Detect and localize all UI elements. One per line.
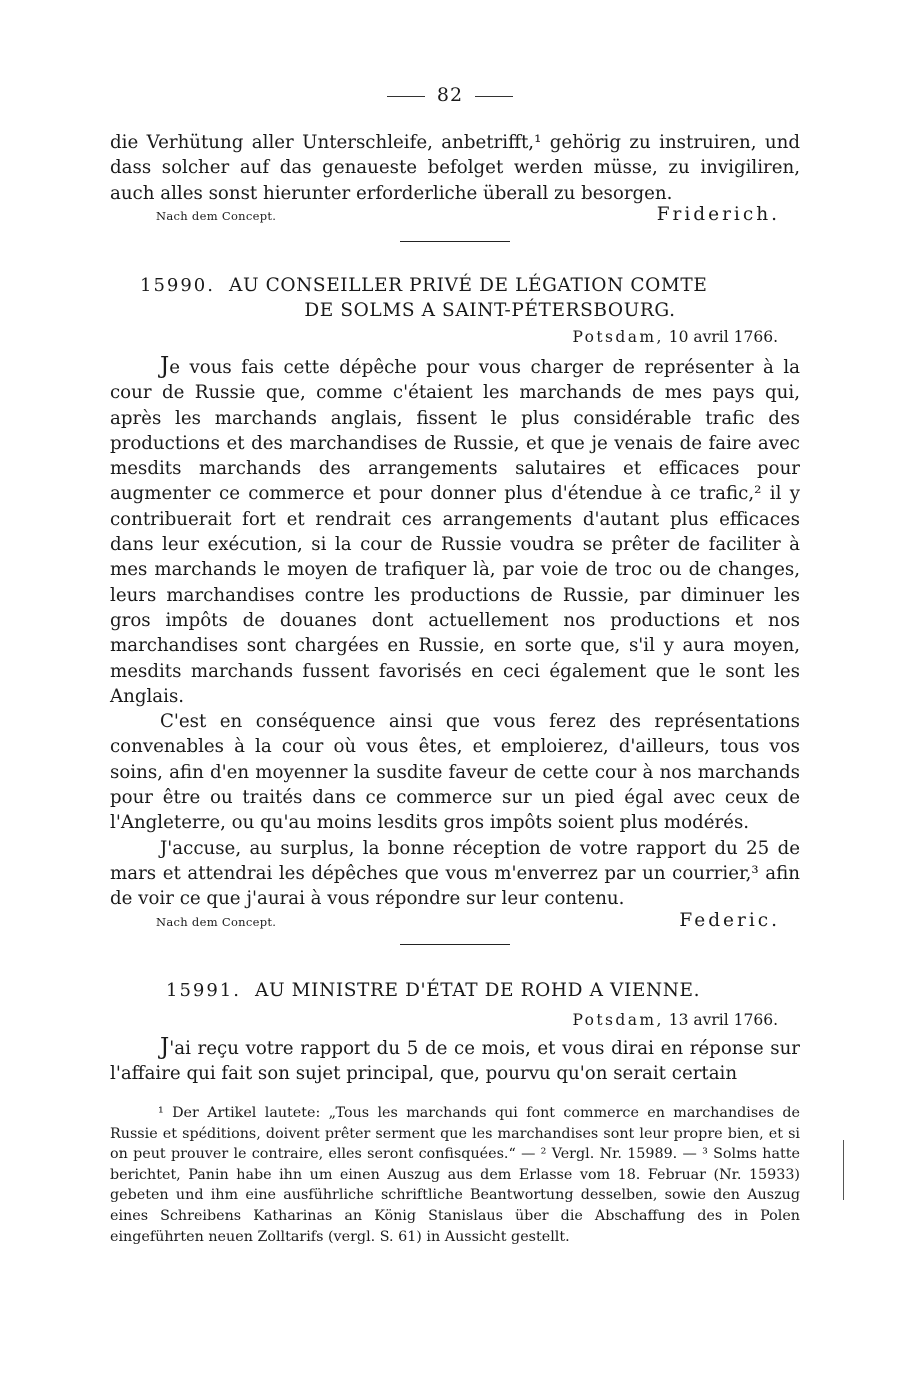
letter-15990-heading-line2: DE SOLMS A SAINT-PÉTERSBOURG. [304, 300, 676, 321]
letter-15990-paragraph-1-text: e vous fais cette dépêche pour vous charger de représenter à la cour de Russie que, comme c'étaient les marchands de mes pays qui, après les marchands anglais, fissent le plus considérable trafic des productions et des marchandises de Russie, et que je venais de faire avec mesdits marchands des arrangements salutaires et efficaces pour augmenter ce commerce et pour donner plus d'étendue à ce trafic,² il y contribuerait fort et rendrait ces arrangements d'autant plus efficaces dans leur exécution, si la cour de Russie voudra se prêter de faciliter à mes marchands le moyen de trafiquer là, par voie de troc ou de changes, leurs marchandises contre les productions de Russie, par diminuer les gros impôts de douanes dont actuellement nos productions et nos marchandises sont chargées en Russie, en sorte que, s'il y aura moyen, mesdits marchands fussent favorisés en ceci également que le sont les Anglais. [110, 357, 800, 707]
letter-15991-dateline [572, 1011, 778, 1029]
letter-15991-heading [166, 978, 826, 1003]
letter-15991-heading-text: AU MINISTRE D'ÉTAT DE ROHD A VIENNE. [254, 980, 701, 1001]
letter-15990-heading [140, 273, 800, 323]
footnotes-text: ¹ Der Artikel lautete: „Tous les marchands qui font commerce en marchandises de Russie et spéditions, doivent prêter serment que les marchandises sont leur propre bien, et si on peut prouver le contraire, elles seront confisquées.“ — ² Vergl. Nr. 15989. — ³ Solms hatte berichtet, Panin habe ihn um einen Auszug aus dem Erlasse vom 18. Februar (Nr. 15933) gebeten und ihm eine ausführliche schriftliche Beantwortung desselben, sowie den Auszug eines Schreibens Katharinas an König Stanislaus über die Abschaffung des in Polen eingeführten neuen Zolltarifs (vergl. S. 61) in Aussicht gestellt. [110, 1105, 800, 1245]
letter-15990-signature-row [156, 910, 780, 931]
continuation-source-note: Nach dem Concept. [156, 209, 277, 223]
footnotes [110, 1103, 800, 1247]
continuation-text [110, 130, 800, 206]
margin-mark [843, 1140, 844, 1200]
letter-15991-body [110, 1036, 800, 1087]
letter-15990-paragraph-1 [110, 355, 800, 709]
continuation-signature-row [156, 204, 780, 225]
letter-15990-body [110, 355, 800, 912]
letter-15990-signature: Federic. [679, 910, 780, 931]
letter-15990-heading-line1: AU CONSEILLER PRIVÉ DE LÉGATION COMTE [228, 275, 708, 296]
letter-15991-paragraph-1-text: 'ai reçu votre rapport du 5 de ce mois, et vous dirai en réponse sur l'affaire qui fait son sujet principal, que, pourvu qu'on serait certain [110, 1038, 800, 1085]
page-number-value: 82 [436, 84, 464, 106]
continuation-paragraph: die Verhütung aller Unterschleife, anbetrifft,¹ gehörig zu instruiren, und dass solcher auf das genaueste befolget werden müsse, zu invigiliren, auch alles sonst hierunter erforderliche überall zu besorgen. [110, 132, 800, 204]
letter-15990-date: 10 avril 1766. [663, 328, 778, 346]
letter-15990-initial: J [160, 353, 170, 379]
page-number-dash-left [387, 96, 425, 97]
letter-15990-paragraph-2: C'est en conséquence ainsi que vous ferez des représentations convenables à la cour où vous êtes, et emploierez, d'ailleurs, tous vos soins, afin d'en moyenner la susdite faveur de cette cour à nos marchands pour être ou traités dans ce commerce sur un pied égal avec ceux de l'Angleterre, ou qu'au moins lesdits gros impôts soient plus modérés. [110, 711, 800, 834]
page-number [0, 84, 900, 106]
letter-15991-date: 13 avril 1766. [663, 1011, 778, 1029]
page-number-dash-right [475, 96, 513, 97]
letter-15991-date-place: Potsdam, [572, 1011, 664, 1029]
letter-15990-date-place: Potsdam, [572, 328, 664, 346]
section-divider [400, 944, 510, 945]
continuation-signature: Friderich. [656, 204, 780, 225]
letter-15990-number: 15990. [140, 275, 215, 296]
letter-15991-initial: J [160, 1034, 170, 1060]
section-divider [400, 241, 510, 242]
letter-15991-paragraph-1 [110, 1036, 800, 1087]
letter-15990-source-note: Nach dem Concept. [156, 915, 277, 929]
letter-15991-number: 15991. [166, 980, 241, 1001]
letter-15990-dateline [572, 328, 778, 346]
letter-15990-paragraph-3: J'accuse, au surplus, la bonne réception de votre rapport du 25 de mars et attendrai les dépêches que vous m'enverrez par un courrier,³ afin de voir ce que j'aurai à vous répondre sur leur contenu. [110, 837, 800, 910]
